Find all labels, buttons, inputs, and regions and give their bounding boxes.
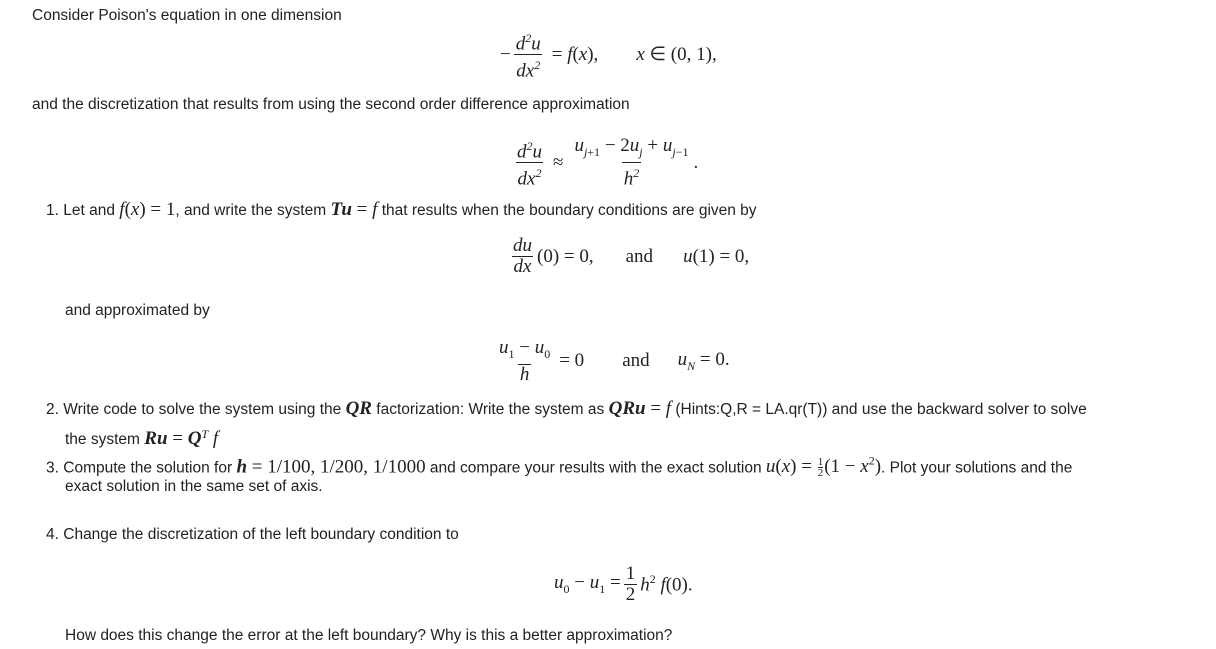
item-3-math-a: h = 1/100, 1/200, 1/1000: [236, 456, 426, 478]
eq2-approx: ≈: [553, 151, 564, 173]
eq3-part2: u(1) = 0,: [683, 245, 750, 267]
final-question: How does this change the error at the left boundary? Why is this a better approximation?: [65, 627, 673, 644]
item-4-number: 4.: [46, 526, 59, 543]
discretization-text: and the discretization that results from using the second order difference approximation: [32, 96, 630, 113]
eq3-and: and: [625, 245, 654, 267]
improved-boundary-discretization: [554, 564, 693, 605]
item-2-number: 2.: [46, 401, 59, 418]
item-2-text-a: Write code to solve the system using the: [63, 401, 342, 418]
item-1-text-a: Let and: [63, 202, 115, 219]
item-3-math-b: u(x) = $\frac{1}{2}$ $(1 - x^2)$: [765, 454, 882, 480]
eq3-fraction: $\frac{du}{dx}$: [513, 235, 532, 277]
boundary-conditions: [508, 236, 749, 277]
item-3: [46, 451, 1072, 478]
approximated-text: and approximated by: [65, 302, 210, 319]
eq2-lhs-fraction: $\frac{d^2u}{dx^2}$: [517, 139, 542, 190]
item-2-text-c: (Hints:Q,R = LA.qr(T)) and use the backward solver to solve: [675, 401, 1087, 418]
eq2-end: .: [693, 151, 699, 173]
item-3-line2: exact solution in the same set of axis.: [65, 478, 323, 495]
item-1-number: 1.: [46, 202, 59, 219]
difference-approximation: [512, 136, 698, 190]
eq3-part1: (0) = 0,: [537, 245, 594, 267]
item-1-math-b: Tu: [330, 199, 352, 220]
item-3-number: 3.: [46, 459, 59, 477]
eq4-and: and: [622, 350, 650, 372]
eq4-part1: = 0: [559, 350, 585, 372]
eq1-rhs: = f(x),: [551, 43, 599, 65]
eq5-rhs: $h^2$ f(0).: [640, 572, 693, 596]
item-4: [46, 525, 459, 545]
item-4-text: Change the discretization of the left boundary condition to: [63, 526, 459, 543]
eq1-minus: −: [500, 43, 511, 65]
item-2-text-b: factorization: Write the system as: [376, 401, 605, 418]
eq1-fraction: $\frac{d^2u}{dx^2}$: [515, 31, 541, 82]
item-1-text-c: that results when the boundary conditions are given by: [381, 202, 757, 219]
item-2: 2. Write code to solve the system using the QR factorization: Write the system as QRu = f (Hints:Q,R = LA.qr(T)) and use the backward solver to solve: [46, 398, 1087, 419]
item-1-math-a: f(x) = 1: [119, 199, 176, 220]
discrete-boundary-conditions: [494, 338, 730, 385]
eq4-fraction: $\frac{u_1 - u_0}{h}$: [499, 337, 551, 385]
item-2-math-c: Ru: [144, 428, 168, 450]
item-2-line2: the system $Ru = Q^T$ f: [65, 427, 219, 450]
eq2-rhs-fraction: $\frac{u_{j+1} - 2u_j + u_{j-1}}{h^2}$: [574, 135, 689, 190]
item-1: 1. Let and f(x) = 1, and write the system Tu = f that results when the boundary conditions are given by: [46, 199, 757, 220]
eq5-lhs: $u_0 - u_1$ =: [554, 572, 621, 596]
eq5-fraction: $\frac{1}{2}$: [625, 563, 636, 605]
item-2-math-b: QRu: [608, 398, 646, 419]
item-1-text-b: , and write the system: [175, 202, 327, 219]
item-3-text-a: Compute the solution for: [63, 459, 233, 477]
eq4-part2: $u_N = 0$.: [677, 349, 730, 373]
eq1-domain: x ∈ (0, 1),: [636, 44, 717, 66]
poisson-equation: [500, 28, 717, 82]
item-3-text-c: . Plot your solutions and the: [881, 459, 1073, 477]
item-2-line2-text: the system: [65, 431, 140, 449]
intro-text: Consider Poison's equation in one dimension: [32, 7, 342, 24]
item-3-text-b: and compare your results with the exact solution: [429, 459, 762, 477]
item-2-math-a: QR: [345, 398, 372, 419]
